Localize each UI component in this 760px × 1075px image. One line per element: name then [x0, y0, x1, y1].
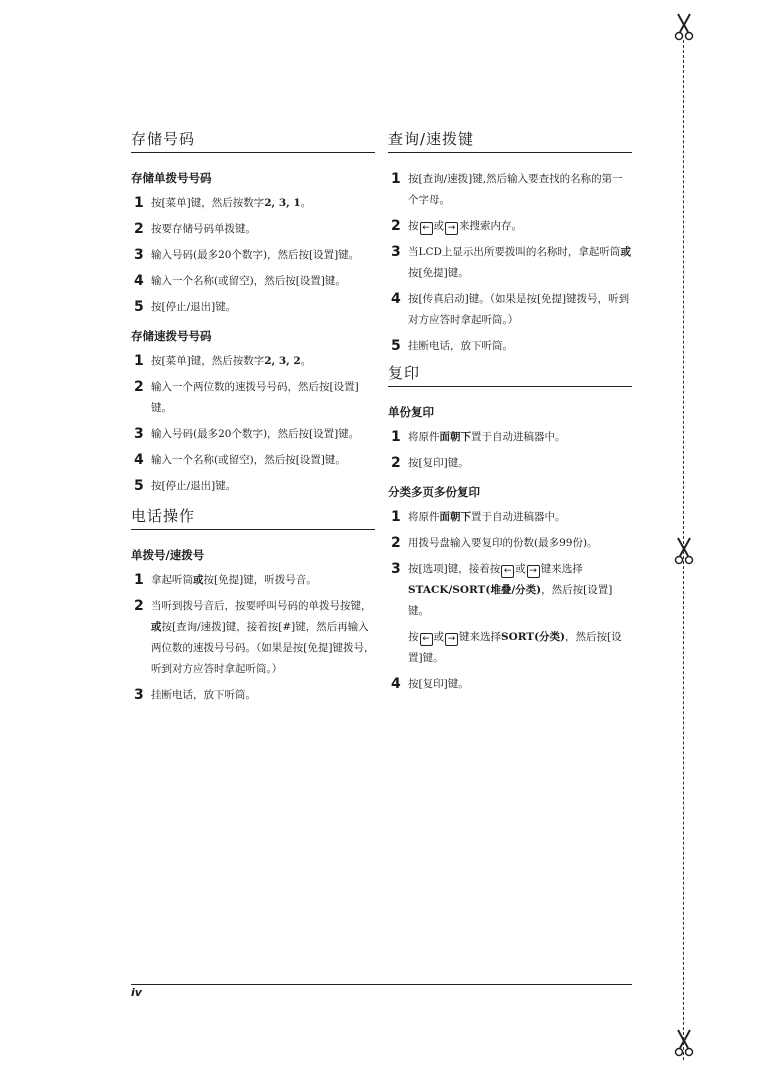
step-3: 3 当LCD上显示出所要拨叫的名称时，拿起听筒或按[免提]键。 [391, 244, 631, 279]
step-2: 2 按要存储号码单拨键。 [134, 221, 256, 237]
step-5: 5 按[停止/退出]键。 [134, 299, 237, 315]
step-1: 1 按[查询/速拨]键,然后输入要查找的名称的第一个字母。 [391, 171, 623, 206]
subtitle-speed-dial: 存储速拨号号码 [131, 329, 212, 343]
left-arrow-icon: ← [501, 565, 514, 578]
right-arrow-icon: → [527, 565, 540, 578]
section-title-telephone: 电话操作 [131, 505, 375, 530]
step-1: 1 按[菜单]键，然后按数字2, 3, 1。 [134, 195, 312, 211]
step-3: 3 输入号码(最多20个数字)，然后按[设置]键。 [134, 426, 360, 442]
right-arrow-icon: → [445, 633, 458, 646]
subtitle-dialing: 单拨号/速拨号 [131, 548, 205, 562]
step-4: 4 输入一个名称(或留空)，然后按[设置]键。 [134, 273, 346, 289]
page-number: iv [131, 986, 142, 999]
step-2: 2 按 ← 或 → 来搜索内存。 [391, 218, 522, 234]
step-2: 2 输入一个两位数的速拨号号码，然后按[设置]键。 [134, 379, 359, 414]
left-column [131, 128, 375, 711]
step-3: 3 输入号码(最多20个数字)，然后按[设置]键。 [134, 247, 360, 263]
step-5: 5 按[停止/退出]键。 [134, 478, 237, 494]
section-title-search: 查询/速拨键 [388, 128, 632, 153]
section-title-copy: 复印 [388, 362, 632, 387]
step-1: 1 按[菜单]键，然后按数字2, 3, 2。 [134, 353, 312, 369]
section-title-store-numbers: 存储号码 [131, 128, 375, 153]
step-1: 1 将原件面朝下置于自动进稿器中。 [391, 509, 566, 525]
step-4: 4 按[复印]键。 [391, 676, 469, 692]
step-1: 1 将原件面朝下置于自动进稿器中。 [391, 429, 566, 445]
step-2: 2 用拨号盘输入要复印的份数(最多99份)。 [391, 535, 598, 551]
footer-rule [131, 984, 632, 985]
step-4: 4 输入一个名称(或留空)，然后按[设置]键。 [134, 452, 346, 468]
right-arrow-icon: → [445, 222, 458, 235]
scissors-icon [674, 1028, 694, 1058]
step-3: 3 按[选项]键，接着按 ← 或 → 键来选择STACK/SORT(堆叠/分类)，然后按[设置]键。 [391, 561, 613, 617]
subtitle-sorted-copy: 分类多页多份复印 [388, 485, 480, 499]
scissors-icon [674, 536, 694, 566]
subtitle-one-touch: 存储单拨号号码 [131, 171, 212, 185]
step-1: 1 拿起听筒或按[免提]键，听拨号音。 [134, 572, 317, 588]
step-3-alternative: 按 ← 或 → 键来选择SORT(分类)，然后按[设置]键。 [408, 631, 622, 664]
right-column [388, 128, 632, 700]
step-2: 2 当听到拨号音后，按要呼叫号码的单拨号按键，或按[查询/速拨]键，接着按[#]键，然后再输入两位数的速拨号号码。（如果是按[免提]键拨号，听到对方应答时拿起听筒。） [134, 598, 375, 675]
subtitle-single-copy: 单份复印 [388, 405, 434, 419]
step-3: 3 挂断电话，放下听筒。 [134, 687, 256, 703]
left-arrow-icon: ← [420, 222, 433, 235]
step-5: 5 挂断电话，放下听筒。 [391, 338, 513, 354]
scissors-icon [674, 12, 694, 42]
step-2: 2 按[复印]键。 [391, 455, 469, 471]
step-4: 4 按[传真启动]键。（如果是按[免提]键拨号，听到对方应答时拿起听筒。） [391, 291, 630, 326]
left-arrow-icon: ← [420, 633, 433, 646]
